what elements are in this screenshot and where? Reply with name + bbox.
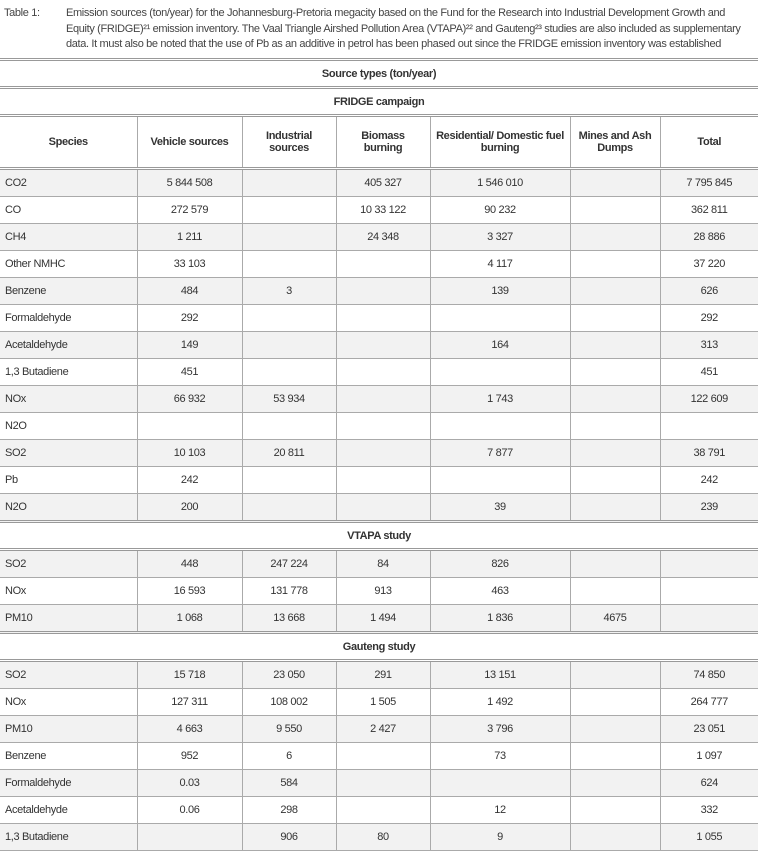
- value-cell: [242, 359, 336, 386]
- species-cell: Pb: [0, 467, 137, 494]
- table-row: [0, 197, 758, 224]
- column-header: Mines and Ash Dumps: [570, 116, 660, 169]
- value-cell: 164: [430, 332, 570, 359]
- caption-label: Table 1:: [4, 7, 40, 19]
- value-cell: 2 427: [336, 716, 430, 743]
- value-cell: [570, 797, 660, 824]
- value-cell: 313: [660, 332, 758, 359]
- value-cell: 1 546 010: [430, 169, 570, 197]
- species-cell: Formaldehyde: [0, 770, 137, 797]
- value-cell: 463: [430, 578, 570, 605]
- value-cell: 139: [430, 278, 570, 305]
- value-cell: 3: [242, 278, 336, 305]
- table-title-row-label: Source types (ton/year): [0, 60, 758, 88]
- value-cell: 28 886: [660, 224, 758, 251]
- species-cell: NOx: [0, 689, 137, 716]
- species-cell: Benzene: [0, 278, 137, 305]
- value-cell: [336, 770, 430, 797]
- value-cell: [570, 494, 660, 522]
- value-cell: 332: [660, 797, 758, 824]
- value-cell: 448: [137, 550, 242, 578]
- value-cell: [242, 197, 336, 224]
- value-cell: 12: [430, 797, 570, 824]
- table-row: [0, 169, 758, 197]
- table-row: [0, 743, 758, 770]
- value-cell: [570, 224, 660, 251]
- species-cell: N2O: [0, 413, 137, 440]
- table-row: [0, 494, 758, 522]
- species-cell: SO2: [0, 440, 137, 467]
- caption-text: Emission sources (ton/year) for the Johannesburg-Pretoria megacity based on the Fund for the Research into Industrial Development Growth and Equity (FRIDGE)²¹ emission inventory. The Vaal Triangle Airshed Pollution Area (VTAPA)²² and Gauteng²³ studies are also included as supplementary data. It must also be noted that the use of Pb as an additive in petrol has been phased out since the FRIDGE emission inventory was established: [66, 7, 741, 50]
- value-cell: 131 778: [242, 578, 336, 605]
- species-cell: PM10: [0, 605, 137, 633]
- value-cell: [242, 413, 336, 440]
- value-cell: 9 550: [242, 716, 336, 743]
- value-cell: 7 877: [430, 440, 570, 467]
- value-cell: [570, 689, 660, 716]
- value-cell: [570, 550, 660, 578]
- value-cell: [336, 440, 430, 467]
- value-cell: 242: [137, 467, 242, 494]
- value-cell: [137, 824, 242, 851]
- value-cell: [570, 716, 660, 743]
- table-row: [0, 305, 758, 332]
- value-cell: [336, 494, 430, 522]
- species-cell: Acetaldehyde: [0, 332, 137, 359]
- value-cell: [430, 413, 570, 440]
- value-cell: 242: [660, 467, 758, 494]
- value-cell: [570, 169, 660, 197]
- value-cell: 149: [137, 332, 242, 359]
- value-cell: [660, 413, 758, 440]
- value-cell: [242, 169, 336, 197]
- value-cell: 906: [242, 824, 336, 851]
- species-cell: N2O: [0, 494, 137, 522]
- value-cell: 23 050: [242, 661, 336, 689]
- value-cell: 1 055: [660, 824, 758, 851]
- species-cell: Benzene: [0, 743, 137, 770]
- value-cell: [570, 305, 660, 332]
- value-cell: 6: [242, 743, 336, 770]
- value-cell: 264 777: [660, 689, 758, 716]
- value-cell: 108 002: [242, 689, 336, 716]
- value-cell: 624: [660, 770, 758, 797]
- value-cell: 13 668: [242, 605, 336, 633]
- value-cell: [336, 413, 430, 440]
- value-cell: 10 33 122: [336, 197, 430, 224]
- section-header-label: VTAPA study: [0, 522, 758, 550]
- value-cell: 37 220: [660, 251, 758, 278]
- value-cell: 584: [242, 770, 336, 797]
- value-cell: 247 224: [242, 550, 336, 578]
- value-cell: 0.06: [137, 797, 242, 824]
- table-row: [0, 413, 758, 440]
- value-cell: 66 932: [137, 386, 242, 413]
- value-cell: [570, 278, 660, 305]
- value-cell: 80: [336, 824, 430, 851]
- column-header: Vehicle sources: [137, 116, 242, 169]
- value-cell: 7 795 845: [660, 169, 758, 197]
- value-cell: [570, 440, 660, 467]
- value-cell: [242, 332, 336, 359]
- value-cell: 3 327: [430, 224, 570, 251]
- value-cell: 127 311: [137, 689, 242, 716]
- table-row: [0, 224, 758, 251]
- value-cell: [430, 467, 570, 494]
- table-row: [0, 467, 758, 494]
- emissions-table: [0, 58, 758, 851]
- value-cell: [242, 251, 336, 278]
- table-row: [0, 278, 758, 305]
- value-cell: 16 593: [137, 578, 242, 605]
- value-cell: [336, 467, 430, 494]
- column-header: Industrial sources: [242, 116, 336, 169]
- species-cell: CH4: [0, 224, 137, 251]
- value-cell: [570, 197, 660, 224]
- value-cell: [570, 578, 660, 605]
- value-cell: 1 836: [430, 605, 570, 633]
- value-cell: 200: [137, 494, 242, 522]
- species-cell: 1,3 Butadiene: [0, 824, 137, 851]
- value-cell: 272 579: [137, 197, 242, 224]
- species-cell: SO2: [0, 661, 137, 689]
- value-cell: 405 327: [336, 169, 430, 197]
- column-header: Biomass burning: [336, 116, 430, 169]
- value-cell: [242, 494, 336, 522]
- species-cell: 1,3 Butadiene: [0, 359, 137, 386]
- value-cell: [570, 332, 660, 359]
- value-cell: 626: [660, 278, 758, 305]
- table-row: [0, 359, 758, 386]
- value-cell: 1 505: [336, 689, 430, 716]
- section-header: [0, 522, 758, 550]
- value-cell: 451: [660, 359, 758, 386]
- value-cell: 15 718: [137, 661, 242, 689]
- value-cell: 33 103: [137, 251, 242, 278]
- value-cell: [660, 550, 758, 578]
- section-header: [0, 633, 758, 661]
- table-caption: [0, 0, 758, 52]
- value-cell: [336, 305, 430, 332]
- value-cell: 1 097: [660, 743, 758, 770]
- value-cell: 952: [137, 743, 242, 770]
- value-cell: [570, 743, 660, 770]
- column-header: Residential/ Domestic fuel burning: [430, 116, 570, 169]
- section-header: [0, 88, 758, 116]
- species-cell: CO2: [0, 169, 137, 197]
- value-cell: 90 232: [430, 197, 570, 224]
- value-cell: 13 151: [430, 661, 570, 689]
- value-cell: 4675: [570, 605, 660, 633]
- table-row: [0, 824, 758, 851]
- value-cell: [430, 359, 570, 386]
- value-cell: 292: [660, 305, 758, 332]
- species-cell: SO2: [0, 550, 137, 578]
- value-cell: [570, 359, 660, 386]
- table-row: [0, 770, 758, 797]
- value-cell: [242, 467, 336, 494]
- value-cell: [430, 305, 570, 332]
- table-row: [0, 661, 758, 689]
- value-cell: [430, 770, 570, 797]
- value-cell: 38 791: [660, 440, 758, 467]
- species-cell: PM10: [0, 716, 137, 743]
- value-cell: [336, 278, 430, 305]
- column-header: Total: [660, 116, 758, 169]
- value-cell: 53 934: [242, 386, 336, 413]
- species-cell: Formaldehyde: [0, 305, 137, 332]
- value-cell: [570, 770, 660, 797]
- section-header-label: Gauteng study: [0, 633, 758, 661]
- value-cell: 10 103: [137, 440, 242, 467]
- value-cell: 1 494: [336, 605, 430, 633]
- value-cell: 1 211: [137, 224, 242, 251]
- table-row: [0, 251, 758, 278]
- value-cell: 826: [430, 550, 570, 578]
- value-cell: 74 850: [660, 661, 758, 689]
- value-cell: 73: [430, 743, 570, 770]
- value-cell: [570, 386, 660, 413]
- value-cell: [242, 224, 336, 251]
- value-cell: 451: [137, 359, 242, 386]
- value-cell: 0.03: [137, 770, 242, 797]
- value-cell: 913: [336, 578, 430, 605]
- value-cell: 20 811: [242, 440, 336, 467]
- value-cell: 4 663: [137, 716, 242, 743]
- value-cell: 3 796: [430, 716, 570, 743]
- species-cell: CO: [0, 197, 137, 224]
- table-row: [0, 689, 758, 716]
- value-cell: [660, 578, 758, 605]
- value-cell: [242, 305, 336, 332]
- table-row: [0, 797, 758, 824]
- species-cell: NOx: [0, 578, 137, 605]
- value-cell: [660, 605, 758, 633]
- value-cell: [570, 661, 660, 689]
- species-cell: NOx: [0, 386, 137, 413]
- value-cell: 298: [242, 797, 336, 824]
- value-cell: 1 492: [430, 689, 570, 716]
- table-row: [0, 716, 758, 743]
- value-cell: 39: [430, 494, 570, 522]
- value-cell: 1 068: [137, 605, 242, 633]
- species-cell: Acetaldehyde: [0, 797, 137, 824]
- value-cell: [336, 251, 430, 278]
- table-row: [0, 578, 758, 605]
- value-cell: [336, 797, 430, 824]
- value-cell: 5 844 508: [137, 169, 242, 197]
- value-cell: 1 743: [430, 386, 570, 413]
- value-cell: 291: [336, 661, 430, 689]
- table-row: [0, 605, 758, 633]
- table-row: [0, 550, 758, 578]
- value-cell: [570, 251, 660, 278]
- value-cell: [336, 743, 430, 770]
- value-cell: [137, 413, 242, 440]
- value-cell: 23 051: [660, 716, 758, 743]
- table-row: [0, 332, 758, 359]
- section-header-label: FRIDGE campaign: [0, 88, 758, 116]
- table-title-row: [0, 60, 758, 88]
- value-cell: 122 609: [660, 386, 758, 413]
- table-row: [0, 386, 758, 413]
- value-cell: 484: [137, 278, 242, 305]
- value-cell: [336, 386, 430, 413]
- value-cell: [570, 824, 660, 851]
- value-cell: 239: [660, 494, 758, 522]
- species-cell: Other NMHC: [0, 251, 137, 278]
- value-cell: 84: [336, 550, 430, 578]
- value-cell: 9: [430, 824, 570, 851]
- value-cell: 292: [137, 305, 242, 332]
- value-cell: [570, 467, 660, 494]
- column-header: Species: [0, 116, 137, 169]
- value-cell: 24 348: [336, 224, 430, 251]
- value-cell: [336, 332, 430, 359]
- value-cell: [336, 359, 430, 386]
- value-cell: 362 811: [660, 197, 758, 224]
- table-row: [0, 440, 758, 467]
- value-cell: 4 117: [430, 251, 570, 278]
- column-header-row: [0, 116, 758, 169]
- value-cell: [570, 413, 660, 440]
